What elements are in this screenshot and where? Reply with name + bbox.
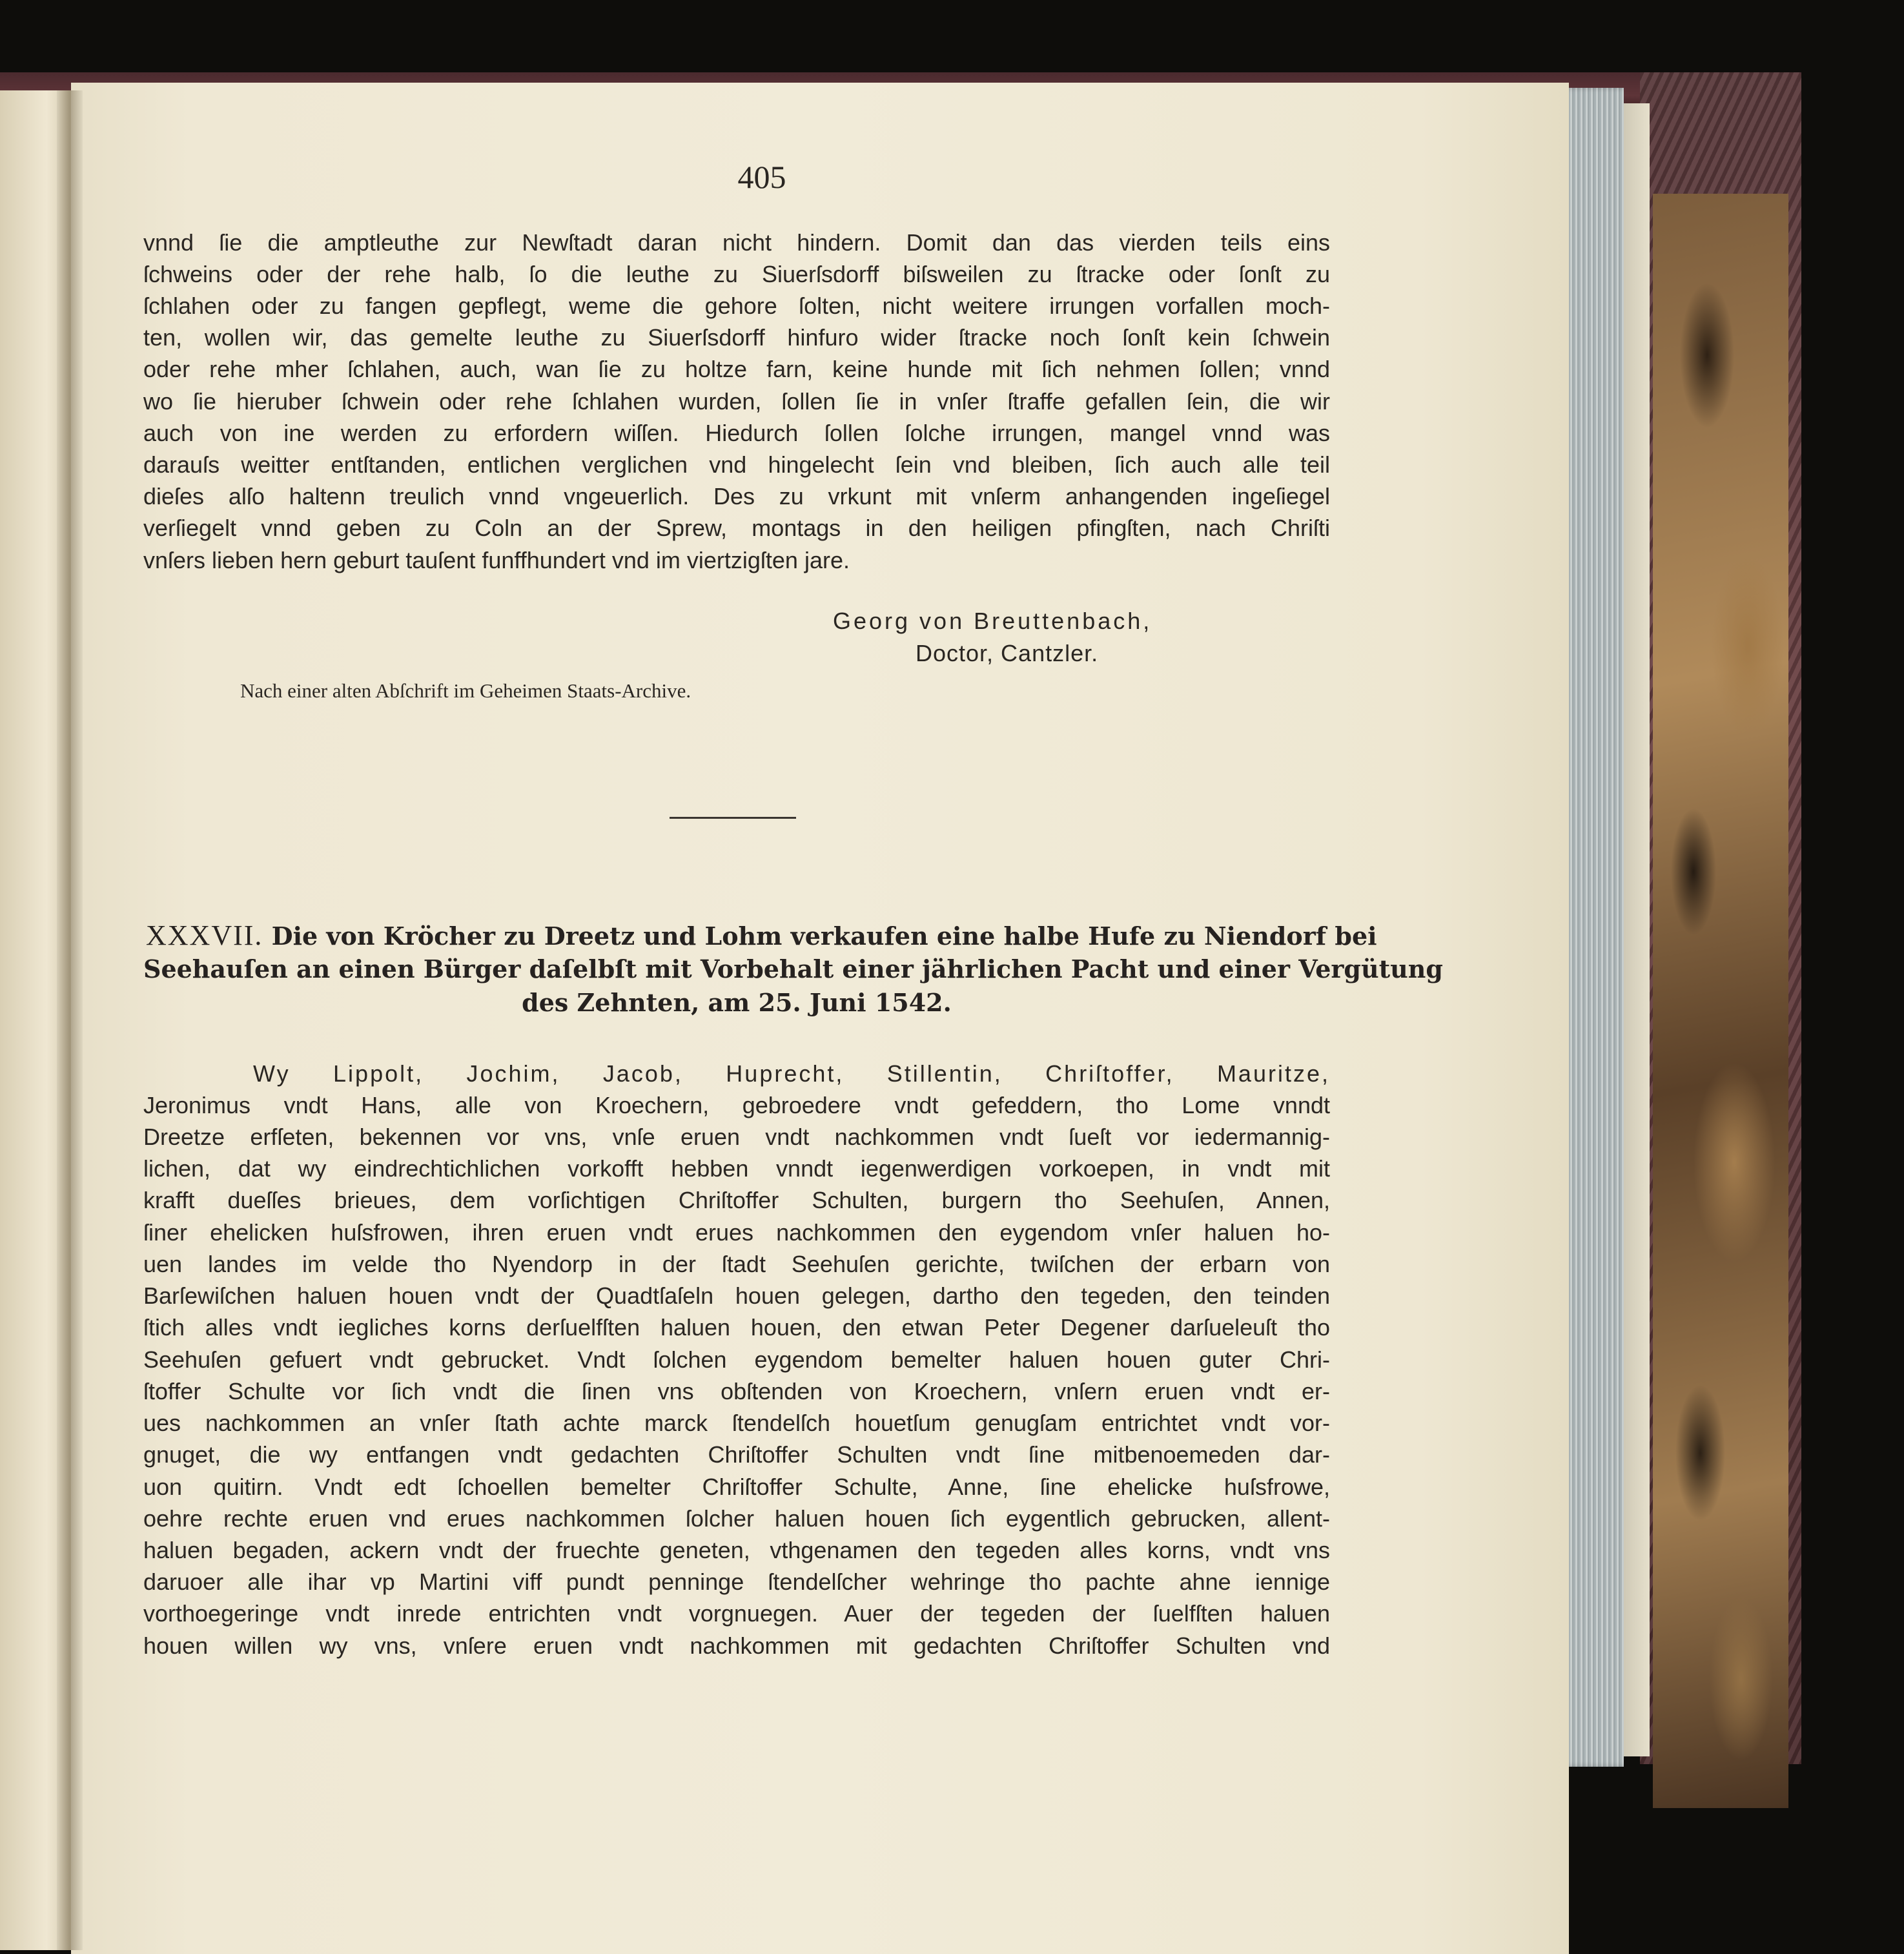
text-line: houen willen wy vns, vnſere eruen vndt nachkommen mit gedachten Chriſtoffer Schulten vnd <box>143 1632 1330 1659</box>
text-line: vnnd ſie die amptleuthe zur Newſtadt daran nicht hindern. Domit dan das vierden teils eins <box>143 229 1330 256</box>
text-line: darauſs weitter entſtanden, entlichen verglichen vnd hingelecht ſein vnd bleiben, ſich auch alle teil <box>143 451 1330 478</box>
text-line: verſiegelt vnnd geben zu Coln an der Sprew, montags in den heiligen pfingſten, nach Chriſti <box>143 515 1330 541</box>
text-line: Wy Lippolt, Jochim, Jacob, Huprecht, Stillentin, Chriſtoffer, Mauritze, <box>253 1060 1330 1087</box>
document-heading-line-3: des Zehnten, am 25. Juni 1542. <box>522 988 952 1017</box>
document-heading-line-2: Seehauſen an einen Bürger daſelbſt mit Vorbehalt einer jährlichen Pacht und einer Vergütung <box>143 954 1443 983</box>
text-line: lichen, dat wy eindrechtichlichen vorkofft hebben vnndt iegenwerdigen vorkoepen, in vndt mit <box>143 1155 1330 1182</box>
text-line: ten, wollen wir, das gemelte leuthe zu Siuerſsdorff hinfuro wider ſtracke noch ſonſt kein ſchwein <box>143 324 1330 351</box>
text-line: dieſes alſo haltenn treulich vnnd vngeuerlich. Des zu vrkunt mit vnſerm anhangenden ingeſiegel <box>143 483 1330 509</box>
text-line: ſchweins oder der rehe halb, ſo die leuthe zu Siuerſsdorff biſsweilen zu ſtracke oder ſonſt zu <box>143 261 1330 287</box>
text-line: gnuget, die wy entfangen vndt gedachten Chriſtoffer Schulten vndt ſine mitbenoemeden dar- <box>143 1441 1330 1468</box>
page-number: 405 <box>737 159 786 195</box>
marbled-endpaper <box>1653 194 1788 1808</box>
text-line: wo ſie hieruber ſchwein oder rehe ſchlahen wurden, ſollen ſie in vnſer ſtraffe gefallen ſein, die wir <box>143 388 1330 415</box>
heading-text: Die von Kröcher zu Dreetz und Lohm verkaufen eine halbe Hufe zu Niendorf bei <box>271 921 1377 951</box>
text-line: ſtich alles vndt iegliches korns derſuelfſten haluen houen, den etwan Peter Degener darſueleuſt tho <box>143 1314 1330 1341</box>
text-line: Dreetze erfſeten, bekennen vor vns, vnſe eruen vndt nachkommen vndt ſueſt vor iedermannig- <box>143 1124 1330 1150</box>
text-line: haluen begaden, ackern vndt der fruechte geneten, vthgenamen den tegeden alles korns, vndt vns <box>143 1537 1330 1563</box>
text-line: auch von ine werden zu erfordern wiſſen. Hiedurch ſollen ſolche irrungen, mangel vnnd was <box>143 420 1330 446</box>
text-line: Seehuſen gefuert vndt gebrucket. Vndt ſolchen eygendom bemelter haluen houen guter Chri- <box>143 1346 1330 1373</box>
text-line: oehre rechte eruen vnd erues nachkommen ſolcher haluen houen ſich eygentlich gebrucken, allent- <box>143 1505 1330 1532</box>
text-line: daruoer alle ihar vp Martini viff pundt penninge ſtendelſcher wehringe tho pachte ahne iennige <box>143 1568 1330 1595</box>
section-divider <box>670 817 796 819</box>
text-line: ſchlahen oder zu fangen gepflegt, weme die gehore ſolten, nicht weitere irrungen vorfallen moch- <box>143 293 1330 319</box>
text-line: vnſers lieben hern geburt tauſent funffhundert vnd im viertzigſten jare. <box>143 547 850 573</box>
document-number: XXXVII. <box>146 920 263 951</box>
source-note: Nach einer alten Abſchrift im Geheimen Staats-Archive. <box>240 679 691 702</box>
text-line: vorthoegeringe vndt inrede entrichten vndt vorgnuegen. Auer der tegeden der ſuelfſten haluen <box>143 1600 1330 1627</box>
signature-title: Doctor, Cantzler. <box>916 640 1099 666</box>
text-line: ſtoffer Schulte vor ſich vndt die ſinen vns obſtenden von Kroechern, vnſern eruen vndt er- <box>143 1378 1330 1404</box>
text-line: uen landes im velde tho Nyendorp in der ſtadt Seehuſen gerichte, twiſchen der erbarn von <box>143 1251 1330 1277</box>
document-heading-line-1 <box>146 919 1377 953</box>
text-line: oder rehe mher ſchlahen, auch, wan ſie zu holtze farn, keine hunde mit ſich nehmen ſollen; vnnd <box>143 356 1330 382</box>
text-line: Jeronimus vndt Hans, alle von Kroechern, gebroedere vndt gefeddern, tho Lome vnndt <box>143 1092 1330 1118</box>
text-line: ſiner ehelicken huſsfrowen, ihren eruen vndt erues nachkommen den eygendom vnſer haluen ho- <box>143 1219 1330 1246</box>
back-page-strip <box>1624 103 1650 1756</box>
text-line: krafft dueſſes brieues, dem vorſichtigen Chriſtoffer Schulten, burgern tho Seehuſen, Annen, <box>143 1187 1330 1213</box>
text-line: Barſewiſchen haluen houen vndt der Quadtſaſeln houen gelegen, dartho den tegeden, den teinden <box>143 1282 1330 1309</box>
text-line: uon quitirn. Vndt edt ſchoellen bemelter Chriſtoffer Schulte, Anne, ſine ehelicke huſsfrowe, <box>143 1474 1330 1500</box>
signature-name: Georg von Breuttenbach, <box>833 608 1152 634</box>
book-gutter <box>57 90 83 1950</box>
text-line: ues nachkommen an vnſer ſtath achte marck ſtendelſch houetſum genugſam entrichtet vndt vor- <box>143 1410 1330 1436</box>
